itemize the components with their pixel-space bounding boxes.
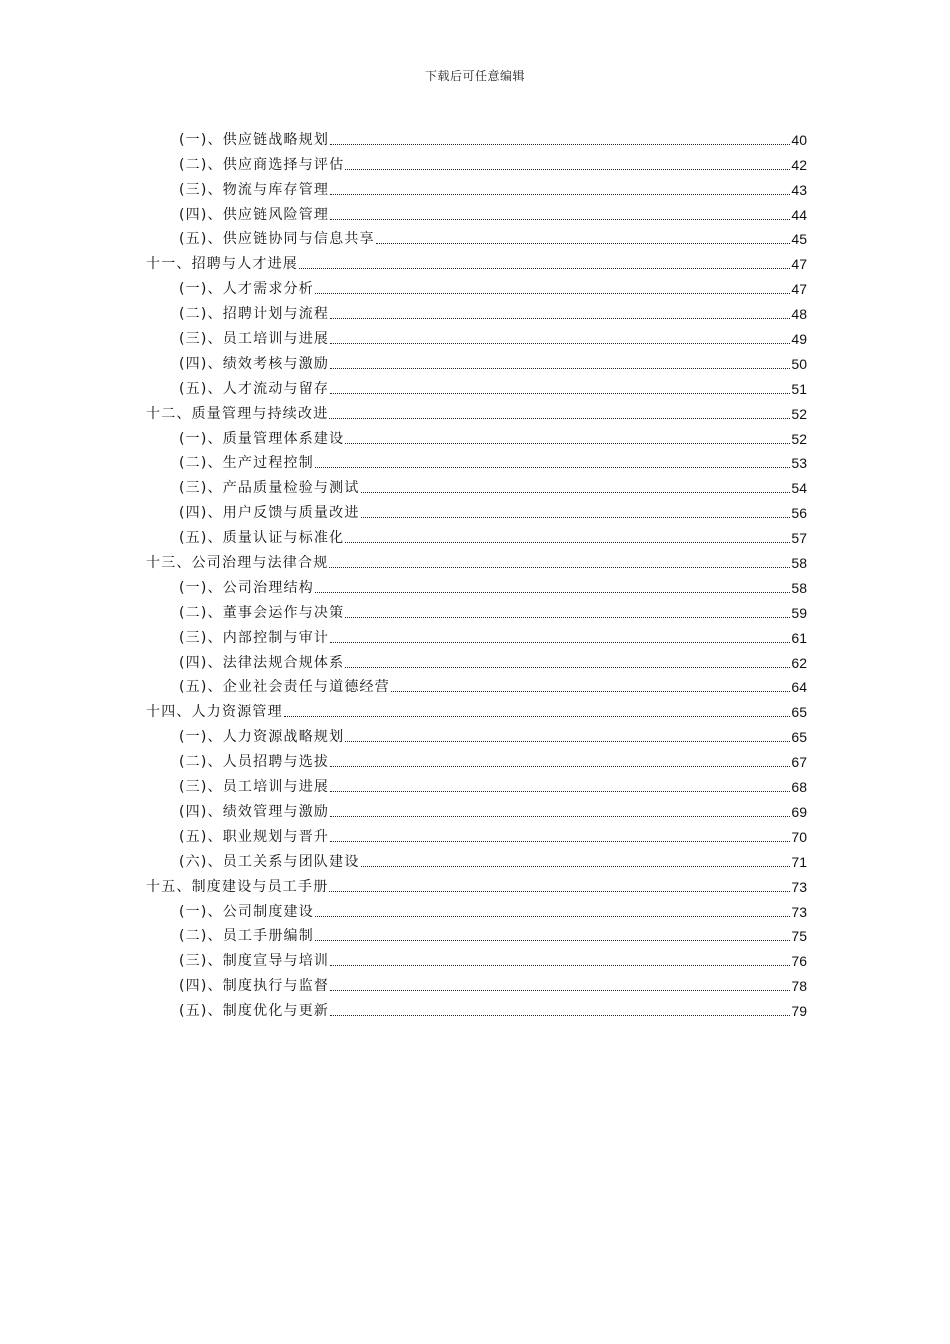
toc-dot-leader — [329, 567, 790, 568]
toc-dot-leader — [330, 318, 790, 319]
table-of-contents — [146, 124, 807, 1020]
toc-section-entry[interactable] — [146, 945, 807, 970]
toc-page-number: 59 — [791, 604, 807, 621]
toc-dot-leader — [330, 393, 790, 394]
toc-section-entry[interactable] — [146, 273, 807, 298]
toc-dot-leader — [330, 144, 790, 145]
toc-page-number: 61 — [791, 629, 807, 646]
toc-dot-leader — [315, 916, 790, 917]
toc-entry-title: (二)、生产过程控制 — [179, 455, 314, 472]
toc-dot-leader — [330, 841, 790, 842]
toc-dot-leader — [330, 642, 790, 643]
toc-page-number: 50 — [791, 355, 807, 372]
toc-dot-leader — [345, 617, 790, 618]
toc-dot-leader — [330, 1015, 790, 1016]
toc-page-number: 56 — [791, 505, 807, 522]
toc-page-number: 40 — [791, 131, 807, 148]
toc-page-number: 62 — [791, 654, 807, 671]
toc-dot-leader — [345, 542, 790, 543]
toc-section-entry[interactable] — [146, 746, 807, 771]
toc-entry-title: (四)、法律法规合规体系 — [179, 654, 345, 671]
toc-dot-leader — [315, 467, 790, 468]
toc-entry-title: (一)、供应链战略规划 — [179, 131, 330, 148]
toc-dot-leader — [345, 169, 790, 170]
toc-section-entry[interactable] — [146, 995, 807, 1020]
toc-page-number: 52 — [791, 405, 807, 422]
toc-entry-title: 十五、制度建设与员工手册 — [146, 878, 329, 895]
toc-dot-leader — [391, 691, 790, 692]
toc-entry-title: 十二、质量管理与持续改进 — [146, 405, 329, 422]
toc-page-number: 76 — [791, 953, 807, 970]
toc-section-entry[interactable] — [146, 771, 807, 796]
toc-entry-title: (一)、公司治理结构 — [179, 579, 314, 596]
toc-section-entry[interactable] — [146, 647, 807, 672]
toc-entry-title: 十四、人力资源管理 — [146, 704, 283, 721]
toc-dot-leader — [284, 716, 791, 717]
toc-section-entry[interactable] — [146, 721, 807, 746]
toc-entry-title: (二)、供应商选择与评估 — [179, 156, 345, 173]
toc-chapter-entry[interactable] — [146, 871, 807, 896]
toc-page-number: 58 — [791, 555, 807, 572]
toc-dot-leader — [361, 492, 791, 493]
toc-section-entry[interactable] — [146, 323, 807, 348]
toc-dot-leader — [330, 368, 790, 369]
toc-section-entry[interactable] — [146, 572, 807, 597]
toc-section-entry[interactable] — [146, 970, 807, 995]
toc-dot-leader — [330, 194, 790, 195]
toc-page-number: 70 — [791, 828, 807, 845]
toc-dot-leader — [329, 418, 790, 419]
toc-section-entry[interactable] — [146, 423, 807, 448]
toc-dot-leader — [330, 791, 790, 792]
toc-page-number: 43 — [791, 181, 807, 198]
toc-page-number: 52 — [791, 430, 807, 447]
toc-entry-title: (五)、企业社会责任与道德经营 — [179, 679, 390, 696]
toc-page-number: 73 — [791, 903, 807, 920]
toc-page-number: 42 — [791, 156, 807, 173]
toc-entry-title: (四)、绩效管理与激励 — [179, 803, 330, 820]
toc-section-entry[interactable] — [146, 348, 807, 373]
toc-entry-title: 十三、公司治理与法律合规 — [146, 555, 329, 572]
toc-section-entry[interactable] — [146, 174, 807, 199]
toc-entry-title: (二)、人员招聘与选拔 — [179, 754, 330, 771]
toc-entry-title: (三)、员工培训与进展 — [179, 779, 330, 796]
toc-section-entry[interactable] — [146, 622, 807, 647]
toc-page-number: 68 — [791, 779, 807, 796]
toc-page-number: 49 — [791, 331, 807, 348]
toc-section-entry[interactable] — [146, 846, 807, 871]
toc-page-number: 44 — [791, 206, 807, 223]
toc-section-entry[interactable] — [146, 472, 807, 497]
toc-dot-leader — [376, 243, 791, 244]
toc-entry-title: (三)、物流与库存管理 — [179, 181, 330, 198]
toc-section-entry[interactable] — [146, 921, 807, 946]
toc-page-number: 69 — [791, 803, 807, 820]
toc-chapter-entry[interactable] — [146, 398, 807, 423]
toc-section-entry[interactable] — [146, 597, 807, 622]
toc-section-entry[interactable] — [146, 497, 807, 522]
toc-entry-title: (五)、质量认证与标准化 — [179, 530, 345, 547]
toc-dot-leader — [329, 891, 790, 892]
toc-section-entry[interactable] — [146, 149, 807, 174]
toc-page-number: 65 — [791, 704, 807, 721]
toc-entry-title: (四)、用户反馈与质量改进 — [179, 505, 360, 522]
page-header: 下载后可任意编辑 — [424, 69, 525, 83]
toc-entry-title: (五)、供应链协同与信息共享 — [179, 231, 375, 248]
toc-entry-title: (一)、公司制度建设 — [179, 903, 314, 920]
toc-section-entry[interactable] — [146, 821, 807, 846]
toc-section-entry[interactable] — [146, 896, 807, 921]
toc-dot-leader — [330, 816, 790, 817]
toc-page-number: 53 — [791, 455, 807, 472]
toc-chapter-entry[interactable] — [146, 696, 807, 721]
toc-dot-leader — [299, 268, 790, 269]
toc-dot-leader — [330, 965, 790, 966]
toc-section-entry[interactable] — [146, 522, 807, 547]
toc-entry-title: (四)、绩效考核与激励 — [179, 355, 330, 372]
toc-dot-leader — [361, 866, 791, 867]
toc-page-number: 65 — [791, 729, 807, 746]
toc-entry-title: (六)、员工关系与团队建设 — [179, 853, 360, 870]
toc-entry-title: 十一、招聘与人才进展 — [146, 256, 298, 273]
toc-dot-leader — [345, 667, 790, 668]
toc-dot-leader — [345, 443, 790, 444]
toc-section-entry[interactable] — [146, 448, 807, 473]
toc-page-number: 45 — [791, 231, 807, 248]
toc-chapter-entry[interactable] — [146, 248, 807, 273]
toc-entry-title: (四)、供应链风险管理 — [179, 206, 330, 223]
toc-dot-leader — [330, 990, 790, 991]
toc-page-number: 57 — [791, 530, 807, 547]
toc-entry-title: (四)、制度执行与监督 — [179, 978, 330, 995]
toc-entry-title: (二)、员工手册编制 — [179, 928, 314, 945]
toc-page-number: 54 — [791, 480, 807, 497]
toc-page-number: 51 — [791, 380, 807, 397]
toc-page-number: 73 — [791, 878, 807, 895]
toc-page-number: 48 — [791, 306, 807, 323]
toc-dot-leader — [345, 741, 790, 742]
toc-entry-title: (五)、人才流动与留存 — [179, 380, 330, 397]
toc-dot-leader — [315, 940, 790, 941]
toc-dot-leader — [315, 592, 790, 593]
toc-dot-leader — [315, 293, 790, 294]
toc-dot-leader — [330, 219, 790, 220]
toc-entry-title: (五)、职业规划与晋升 — [179, 828, 330, 845]
toc-section-entry[interactable] — [146, 199, 807, 224]
toc-page-number: 47 — [791, 281, 807, 298]
toc-page-number: 79 — [791, 1003, 807, 1020]
toc-entry-title: (一)、人力资源战略规划 — [179, 729, 345, 746]
toc-dot-leader — [330, 766, 790, 767]
toc-page-number: 64 — [791, 679, 807, 696]
toc-section-entry[interactable] — [146, 124, 807, 149]
toc-page-number: 67 — [791, 754, 807, 771]
toc-entry-title: (二)、招聘计划与流程 — [179, 306, 330, 323]
toc-entry-title: (三)、内部控制与审计 — [179, 629, 330, 646]
toc-dot-leader — [330, 343, 790, 344]
toc-section-entry[interactable] — [146, 224, 807, 249]
toc-entry-title: (二)、董事会运作与决策 — [179, 604, 345, 621]
toc-section-entry[interactable] — [146, 672, 807, 697]
toc-page-number: 78 — [791, 978, 807, 995]
toc-section-entry[interactable] — [146, 796, 807, 821]
toc-page-number: 75 — [791, 928, 807, 945]
toc-dot-leader — [361, 517, 791, 518]
toc-entry-title: (一)、质量管理体系建设 — [179, 430, 345, 447]
toc-entry-title: (三)、制度宣导与培训 — [179, 953, 330, 970]
toc-entry-title: (一)、人才需求分析 — [179, 281, 314, 298]
toc-entry-title: (三)、员工培训与进展 — [179, 331, 330, 348]
toc-entry-title: (三)、产品质量检验与测试 — [179, 480, 360, 497]
toc-page-number: 71 — [791, 853, 807, 870]
toc-page-number: 47 — [791, 256, 807, 273]
toc-chapter-entry[interactable] — [146, 547, 807, 572]
toc-entry-title: (五)、制度优化与更新 — [179, 1003, 330, 1020]
toc-page-number: 58 — [791, 579, 807, 596]
toc-section-entry[interactable] — [146, 298, 807, 323]
toc-section-entry[interactable] — [146, 373, 807, 398]
